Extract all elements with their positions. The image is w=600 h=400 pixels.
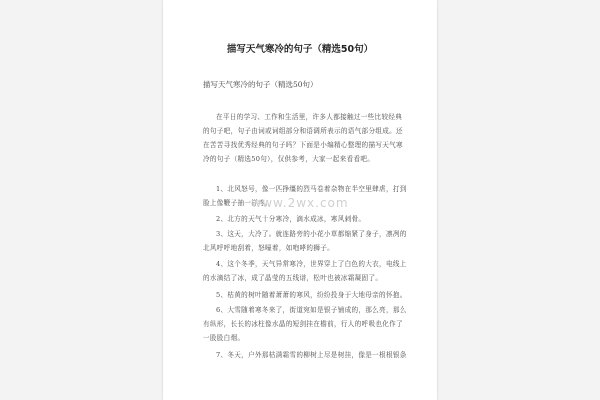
paragraph-line: 在平日的学习、工作和生活里，许多人都接触过一些比较经典 bbox=[216, 113, 403, 121]
sentence-line: 1、北风怒号，像一匹挣缰的烈马卷着杂物在半空里肆虐，打到 bbox=[216, 185, 407, 193]
sentence-line: 7、冬天，户外那枯满霜雪的柳树上尽是树挂，像是一根根银条 bbox=[216, 351, 407, 359]
sentence-line: 有纵形，长长的冰柱像水晶的短剑挂在檐前，行人的呼吸也化作了 bbox=[203, 320, 403, 328]
document-page bbox=[163, 0, 437, 400]
watermark: www.2wx.com bbox=[251, 196, 349, 210]
document-subtitle: 描写天气寒冷的句子（精选50句） bbox=[203, 80, 318, 89]
sentence-line: 5、枯黄的树叶随着萧萧的寒风，纷纷投身于大地母亲的怀抱。 bbox=[216, 291, 407, 299]
sentence-line: 4、这个冬季，天气异常寒冷，世界穿上了白色的大衣，电线上 bbox=[216, 260, 407, 268]
paragraph-line: 在苦苦寻找优秀经典的句子吗？下面是小编精心整理的描写天气寒 bbox=[203, 141, 403, 149]
sentence-line: 6、大雪随着寒冬来了，街道宛如是银子铺成的，那么亮，那么 bbox=[216, 306, 407, 314]
paragraph-line: 的句子吧，句子由词或词组部分和语调所表示的语气部分组成。还 bbox=[203, 127, 403, 135]
sentence-line: 北风呼呼地刮着，怒嚎着，如咆哮的狮子。 bbox=[203, 244, 334, 252]
sentence-line: 2、北方的天气十分寒冷，滴水成冰，寒风刺骨。 bbox=[216, 215, 366, 223]
document-title: 描写天气寒冷的句子（精选50句） bbox=[226, 44, 374, 55]
paragraph-line: 冷的句子（精选50句），仅供参考，大家一起来看看吧。 bbox=[203, 155, 375, 163]
sentence-line: 的水滴结了冰，成了晶莹的五线谱，松叶也被冰霜凝固了。 bbox=[203, 274, 383, 282]
sentence-line: 一股股白烟。 bbox=[203, 334, 245, 342]
sentence-line: 脸上像鞭子抽一样疼。 bbox=[203, 199, 272, 207]
sentence-line: 3、这天，大冷了。就连路旁的小花小草都缩紧了身子，凛冽的 bbox=[216, 230, 407, 238]
